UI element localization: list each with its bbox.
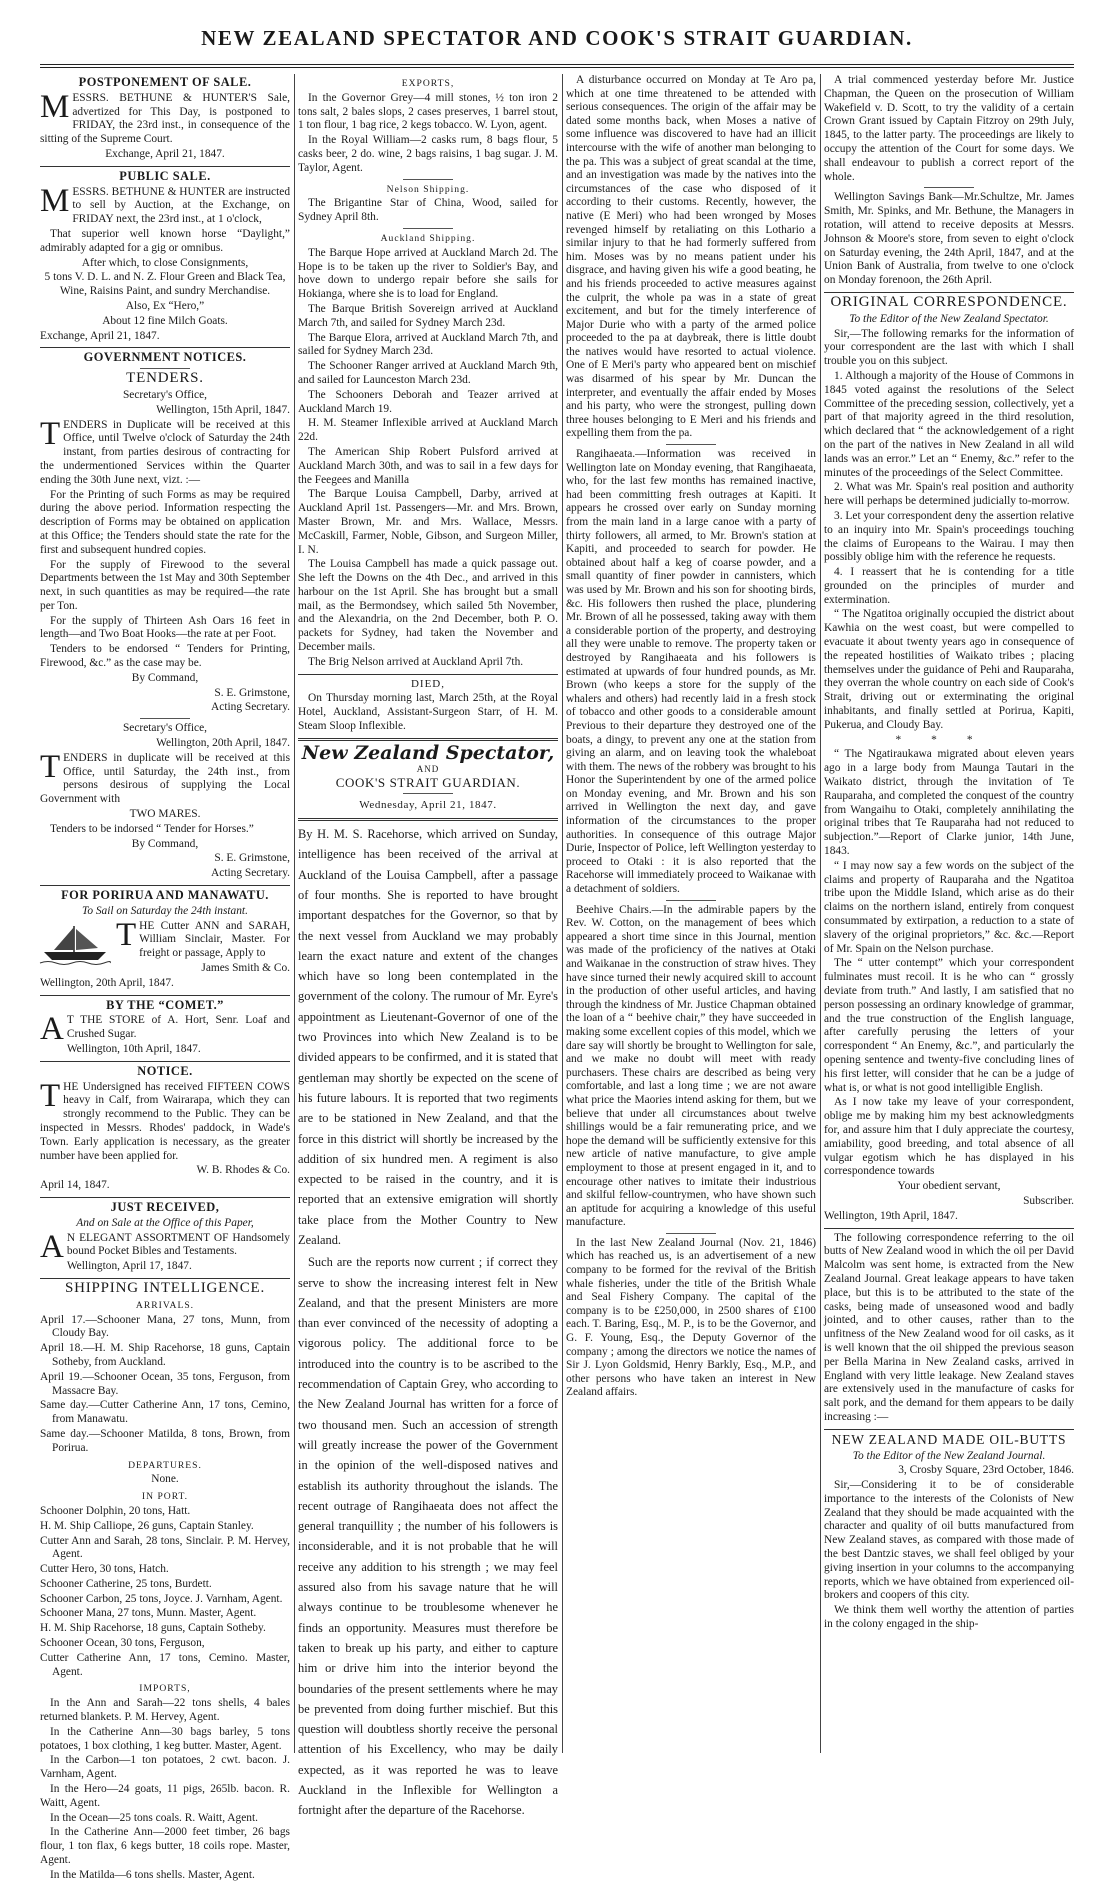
ad-date: Wellington, April 17, 1847. — [66, 1260, 192, 1273]
notice-heading: TENDERS. — [126, 370, 204, 387]
divider — [298, 674, 558, 675]
notice-role: Acting Secretary. — [211, 867, 290, 880]
import-entry: In the Ocean—25 tons coals. R. Waitt, Agent. — [50, 1811, 258, 1824]
section-heading: GOVERNMENT NOTICES. — [83, 350, 247, 365]
import-entry: In the Catherine Ann—30 bags barley, 5 tons potatoes, 1 box clothing, 1 keg butter. Master, Agent. — [40, 1725, 290, 1752]
letter-addressee: To the Editor of the New Zealand Spectator. — [849, 312, 1049, 325]
drop-cap: T — [40, 1077, 61, 1114]
letter-addressee: To the Editor of the New Zealand Journal. — [852, 1449, 1046, 1462]
divider — [40, 995, 290, 996]
drop-cap: M — [40, 88, 70, 125]
drop-cap: A — [40, 1011, 64, 1048]
column-3 — [566, 74, 816, 1753]
notice-role: Acting Secretary. — [211, 701, 290, 714]
notice-body — [40, 748, 290, 807]
ad-subheading: To Sail on Saturday the 24th instant. — [82, 904, 248, 917]
letter-paragraph: Sir,—The following remarks for the information of your correspondent are the last with which I shall trouble you on this subject. — [824, 327, 1074, 368]
ad-text: HE Undersigned has received FIFTEEN COWS heavy in Calf, from Wairarapa, which they can strongly recommend to the Public. They can be inspected in Messrs. Rhodes' paddock, in Wade's Town. Early application is necessary, as the greater number have been applied for. — [40, 1080, 290, 1162]
ad-text: About 12 fine Milch Goats. — [102, 314, 228, 327]
ad-signature: W. B. Rhodes & Co. — [196, 1164, 290, 1177]
shipping-entry: The American Ship Robert Pulsford arrived at Auckland March 30th, and was to sail in a few days for the Feegees and Manilla — [298, 445, 558, 486]
ad-text: ESSRS. BETHUNE & HUNTER are instructed to sell by Auction, at the Exchange, on FRIDAY next, the 23rd inst., at 1 o'clock, — [72, 185, 291, 226]
subsection-heading: EXPORTS, — [401, 78, 455, 89]
ad-text: ESSRS. BETHUNE & HUNTER'S Sale, advertized for This Day, is postponed to FRIDAY, the 23rd inst., in consequence of the sitting of the Supreme Court. — [40, 91, 290, 146]
ad-text: 5 tons V. D. L. and N. Z. Flour Green and Black Tea, Wine, Raisins Paint, and sundry Merchandise. — [44, 271, 286, 298]
divider — [666, 444, 716, 445]
column-divider — [562, 74, 563, 1753]
editorial — [298, 824, 558, 1821]
import-entry: In the Carbon—1 ton potatoes, 2 cwt. bacon. J. Varnham, Agent. — [40, 1754, 290, 1781]
divider — [666, 1233, 716, 1234]
letter-paragraph: We think them well worthy the attention of parties in the colony engaged in the ship- — [824, 1604, 1074, 1631]
notice-dateline: Wellington, 20th April, 1847. — [156, 737, 290, 750]
section-heading: NEW ZEALAND MADE OIL-BUTTS — [831, 1431, 1067, 1447]
import-entry: In the Matilda—6 tons shells. Master, Agent. — [50, 1868, 255, 1881]
shipping-entry: The Barque Louisa Campbell, Darby, arrived at Auckland April 1st. Passengers—Mr. and Mrs. Brown, Master Brown, Mr. and Mrs. Wallace, Messrs. McCaskill, Farmer, Noble, Gibson, and Surgeon Miller, I. N. — [298, 488, 558, 556]
import-entry: In the Catherine Ann—2000 feet timber, 26 bags flour, 1 ton flax, 6 kegs butter, 18 coils rope. Master, Agent. — [40, 1826, 290, 1867]
notice-text: Tenders to be endorsed “ Tenders for Printing, Firewood, &c.” as the case may be. — [40, 643, 290, 670]
ad-body — [40, 182, 291, 227]
notice-signature: S. E. Grimstone, — [214, 686, 290, 699]
notice-item: TWO MARES. — [129, 808, 201, 821]
notice-command: By Command, — [131, 671, 199, 684]
column-divider — [820, 74, 821, 1753]
letter-paragraph: The “ utter contempt” which your correspondent fulminates must recoil. It is he who can “ grossly deviate from truth.” And lastly, I am satisfied that no person possessing an ordinary knowledge of grammar, and the true construction of the English language, after carefully perusing the letters of your correspondent “ An Enemy, &c.”, and particularly the opening sentence and twenty-five concluding lines of his first letter, will consider that he can be a judge of what is, or what is not good intelligible English. — [824, 957, 1074, 1094]
letter-paragraph: 2. What was Mr. Spain's real position and authority here will perhaps be determined judicially to-morrow. — [824, 481, 1074, 508]
ad-heading: FOR PORIRUA AND MANAWATU. — [61, 888, 269, 903]
subsection-heading: Nelson Shipping. — [386, 183, 470, 195]
editorial-paragraph: Such are the reports now current ; if correct they serve to show the increasing interest felt in New Zealand, and that the present Ministers are more than ever convinced of the necessity of adopting a vigorous policy. The additional force to be introduced into the country is to be ascribed to the recommendation of Captain Grey, who according to the New Zealand Journal has written for a force of two thousand men. Such an accession of strength will greatly increase the power of the Government in the opinion of the well-disposed natives and establish its authority throughout the islands. The recent outrage of Rangihaeata does not affect the general tranquillity ; the number of his followers is inconsiderable, and it is not probable that he will receive any addition to his strength ; we may feel assured also from his savage nature that he will always continue to be troublesome whenever he finds an opportunity. Measures must therefore be taken to break up his party, and either to capture him or drive him into the interior beyond the boundaries of the present settlements where he may be prevented from doing further mischief. But this question will doubtless shortly receive the personal attention of his Excellency, who may be daily expected, as it was reported he was to leave Auckland in the Inflexible for Wellington a fortnight after the departure of the Racehorse. — [298, 1255, 558, 1818]
ad-date: Wellington, 10th April, 1847. — [66, 1043, 201, 1055]
ad-text: HE Cutter ANN and SARAH, William Sinclair, Master. For freight or passage, Apply to — [139, 919, 290, 960]
divider — [924, 187, 974, 188]
ad-body — [40, 1228, 290, 1265]
notice-command: By Command, — [131, 837, 199, 850]
ad-date: Wellington, 20th April, 1847. — [40, 976, 174, 989]
paper-subtitle: COOK'S STRAIT GUARDIAN. — [335, 775, 521, 791]
divider — [140, 718, 190, 719]
ad-date: Exchange, April 21, 1847. — [105, 147, 225, 160]
ad-text: T THE STORE of A. Hort, Senr. Loaf and Crushed Sugar. — [66, 1014, 290, 1041]
divider — [40, 885, 290, 886]
letter-signature: Subscriber. — [1023, 1194, 1074, 1207]
ad-body — [40, 1011, 290, 1048]
editorial-paragraph: By H. M. S. Racehorse, which arrived on Sunday, intelligence has been received of the arrival at Auckland of the Louisa Campbell, after a passage of four months. She is reported to have brought important despatches for the Governor, so that by the next vessel from Auckland we may probably learn the exact nature and extent of the changes which have so long been contemplated in the government of the colony. The rumour of Mr. Eyre's appointment as Lieutenant-Governor of one of the two Provinces into which New Zealand is to be divided appears to be confirmed, and it is stated that gentleman may shortly be expected on the scene of his future labours. It is reported that two regiments are to be stationed in New Zealand, and that the force in this district will shortly be increased by the addition of six hundred men. A regiment is also expected to be raised in the country, and it is reported that an extensive emigration will shortly take place from the Mother Country to New Zealand. — [298, 827, 558, 1247]
notice-office: Secretary's Office, — [122, 388, 208, 401]
column-2 — [298, 74, 558, 1818]
paper-title-and: AND — [416, 763, 440, 774]
inport-entry: Schooner Carbon, 25 tons, Joyce. J. Varnham, Agent. — [40, 1592, 283, 1605]
divider — [824, 1228, 1074, 1229]
news-paragraph: The following correspondence referring to the oil butts of New Zealand wood in which the oil per David Malcolm was sent home, is extracted from the New Zealand Journal. Great leakage appears to have taken place, but this is to be attributed to the state of the casks, being made of unseasoned wood and badly jointed, and to other causes, rather than to the unfitness of the New Zealand wood for oil casks, as it is well known that the oil shipped the previous season per Bella Marina in New Zealand casks, arrived in England with very little leakage. New Zealand staves are extensively used in the manufacture of casks for salt pork, and the demand for them appears to be daily increasing :— — [824, 1231, 1074, 1423]
ad-text: N ELEGANT ASSORTMENT OF Handsomely bound Pocket Bibles and Testaments. — [66, 1231, 290, 1258]
divider — [403, 228, 453, 229]
inport-entry: Schooner Catherine, 25 tons, Burdett. — [40, 1577, 212, 1590]
shipping-entry: The Brigantine Star of China, Wood, sailed for Sydney April 8th. — [298, 197, 558, 224]
arrival-entry: Same day.—Schooner Matilda, 8 tons, Brown, from Porirua. — [40, 1427, 290, 1454]
inport-entry: Schooner Ocean, 30 tons, Ferguson, — [40, 1637, 205, 1650]
letter-date: Wellington, 19th April, 1847. — [824, 1209, 958, 1222]
drop-cap: T — [40, 415, 61, 452]
divider — [40, 347, 290, 348]
subsection-heading: IMPORTS, — [139, 1683, 191, 1695]
letter-paragraph: As I now take my leave of your correspondent, oblige me by making him my best acknowledgments for, and assure him that I duly appreciate the courtesy, amiability, good breeding, and total absence of all vulgar egotism which he has displayed in his correspondence towards — [824, 1096, 1074, 1178]
masthead-rule-2 — [40, 67, 1074, 68]
inport-entry: Cutter Hero, 30 tons, Hatch. — [40, 1563, 169, 1576]
inport-entry: Schooner Dolphin, 20 tons, Hatt. — [40, 1504, 191, 1517]
import-entry: In the Ann and Sarah—22 tons shells, 4 bales returned blankets. P. M. Hervey, Agent. — [40, 1697, 290, 1724]
column-4 — [824, 74, 1074, 1753]
divider — [298, 818, 558, 821]
divider — [40, 166, 290, 167]
letter-paragraph: “ The Ngatitoa originally occupied the district about Kawhia on the west coast, but were compelled to evacuate it about twenty years ago in consequence of the repeated hostilities of Waikato tribes ; placing themselves under the guidance of Pehi and Rauparaha, they overran the whole country on each side of Cook's Strait, driving out or exterminating the original inhabitants, and finally settled at Porirua, Kapiti, Pukerua, and Cloudy Bay. — [824, 608, 1074, 731]
letter-address: 3, Crosby Square, 23rd October, 1846. — [898, 1464, 1074, 1477]
ad-heading: POSTPONEMENT OF SALE. — [78, 75, 252, 89]
shipping-entry: The Schooner Ranger arrived at Auckland March 9th, and sailed for Launceston March 23d. — [298, 360, 558, 386]
letter-close: Your obedient servant, — [897, 1180, 1001, 1193]
letter-paragraph: 3. Let your correspondent deny the assertion relative to an inquiry into Mr. Spain's proceedings touching the claims of Europeans to the Wairau. I may then possibly oblige him with the reference he requests. — [824, 509, 1074, 564]
divider — [666, 900, 716, 901]
departure-entry: None. — [151, 1473, 179, 1486]
inport-entry: Cutter Catherine Ann, 17 tons, Cemino. Master, Agent. — [40, 1651, 290, 1678]
shipping-entry: The Schooners Deborah and Teazer arrived at Auckland March 19. — [298, 388, 558, 415]
subsection-heading: DIED, — [410, 677, 446, 690]
ad-date: April 14, 1847. — [40, 1179, 110, 1192]
paper-title: New Zealand Spectator, — [301, 741, 555, 764]
sailing-ship-icon — [40, 922, 110, 966]
shipping-entry: The Brig Nelson arrived at Auckland April 7th. — [308, 655, 524, 668]
arrival-entry: April 17.—Schooner Mana, 27 tons, Munn, from Cloudy Bay. — [40, 1313, 290, 1340]
issue-date: Wednesday, April 21, 1847. — [359, 799, 497, 812]
notice-text: Tenders to be indorsed “ Tender for Horses.” — [50, 822, 254, 835]
notice-body — [40, 415, 290, 488]
ad-agent: James Smith & Co. — [201, 962, 290, 975]
news-paragraph: Rangihaeata.—Information was received in Wellington late on Monday evening, that Rangihaeata, who, for the last few months has remained inactive, had been committing fresh outrages at Kapiti. It appears he crossed over early on Sunday morning from the main land in a large canoe with a party of thirty followers, all armed, to Mr. Brown's station at Kapiti, and proceeded to search for powder. He obtained about half a keg of coarse powder, and a small quantity of finer powder in cannisters, which was used by Mr. Brown and his son for shooting birds, &c. His followers then rushed the place, plundering Mr. Brown of all he possessed, taking away with them a considerable portion of the property, and destroying all they were unable to remove. The property taken or destroyed by Rangihaeata and his followers is estimated at upwards of four hundred pounds, as Mr. Brown (who keeps a store for the supply of the whalers and others) had recently laid in a fresh stock of tobacco and other goods to a considerable amount Previous to their departure they destroyed one of the boats, a dingy, to prevent any one at the station from giving an alarm, and on leaving took the whaleboat with them. The news of the robbery was brought to his Honor the Superintendent by one of the armed police on Monday evening, and Mr. Brown and his son arrived in Wellington the next day, and gave information of the circumstances to the proper authorities. In consequence of this outrage Major Durie, Inspector of Police, left Wellington yesterday to proceed to Otaki : it is also reported that the Racehorse will immediately proceed to Waikanae with a detachment of soldiers. — [566, 448, 816, 896]
subsection-heading: Auckland Shipping. — [380, 232, 476, 244]
shipping-entry: The Barque British Sovereign arrived at Auckland March 7th, and sailed for Sydney March 23d. — [298, 302, 558, 329]
shipping-entry: The Barque Elora, arrived at Auckland March 7th, and sailed for Sydney March 23d. — [298, 331, 558, 358]
notice-text: For the supply of Firewood to the several Departments between the 1st May and 30th September next, in such quantities as may be required—the rate per Ton. — [40, 558, 290, 612]
shipping-entry: H. M. Steamer Inflexible arrived at Auckland March 22d. — [298, 417, 558, 444]
masthead-title: NEW ZEALAND SPECTATOR AND COOK'S STRAIT GUARDIAN. — [201, 26, 913, 50]
drop-cap: M — [40, 182, 70, 219]
divider — [140, 368, 190, 369]
ad-body — [40, 88, 290, 147]
divider — [40, 1278, 290, 1279]
inport-entry: H. M. Ship Calliope, 26 guns, Captain Stanley. — [40, 1519, 254, 1532]
news-paragraph: Beehive Chairs.—In the admirable papers by the Rev. W. Cotton, on the management of bees which appeared a short time since in this Journal, mention was made of the proficiency of the natives at Otaki and Waikanae in the construction of straw hives. They have since turned their newly acquired skill to account in the production of other useful articles, and having through the kindness of Mr. Justice Chapman obtained the loan of a “ beehive chair,” they have succeeded in making some excellent copies of this model, which we dare say will shortly be brought to Wellington for sale, and we make no doubt will meet with ready purchasers. These chairs are described as being very comfortable, and last a long time ; we are not aware what price the Maories intend asking for them, but we believe that under all circumstances about twelve shillings would be a fair remunerating price, and we hope the demand will be sufficiently extensive for this new article of native manufacture, to give ample employment to those at present engaged in it, and to encourage other natives to imitate their industrious and skilful fellow-countrymen, who have shown such an aptitude for acquiring a knowledge of this useful manufacture. — [566, 903, 816, 1229]
column-divider — [294, 74, 295, 1753]
subsection-heading: IN PORT. — [141, 1491, 189, 1503]
letter-paragraph: Sir,—Considering it to be of considerable importance to the interests of the Colonists of New Zealand that they should be made acquainted with the character and quality of oil butts manufactured from New Zealand staves, as compared with those made of the best Dantzic staves, we shall feel obliged by your giving insertion in your columns to the accompanying reports, which we have obtained from experienced oil-brokers and coopers of this city. — [824, 1479, 1074, 1602]
notice-dateline: Wellington, 15th April, 1847. — [156, 403, 290, 416]
section-heading: ORIGINAL CORRESPONDENCE. — [830, 293, 1068, 310]
letter-paragraph: 4. I reassert that he is contending for a title grounded on the principles of murder and extermination. — [824, 566, 1074, 606]
ad-text: Also, Ex “Hero,” — [125, 299, 205, 312]
export-entry: In the Governor Grey—4 mill stones, ½ ton iron 2 tons salt, 2 bales slops, 2 cases preserves, 1 barrel stout, 1 ton flour, 1 bag rice, 2 kegs tobacco. W. Lyon, agent. — [298, 91, 558, 132]
ad-heading: JUST RECEIVED, — [110, 1199, 220, 1214]
notice-text: For the Printing of such Forms as may be required during the above period. Information respecting the description of Forms may be obtained on application at this Office; the Tenders should state the rate for the first and subsequent hundred copies. — [40, 488, 290, 556]
ad-subheading: And on Sale at the Office of this Paper, — [76, 1216, 254, 1229]
news-paragraph: A trial commenced yesterday before Mr. Justice Chapman, the Queen on the prosecution of William Wakefield v. D. Scott, to try the validity of a certain Crown Grant issued by Captain Fitzroy on 29th July, 1845, to the latter party. The proceedings are likely to occupy the attention of the Court for some days. We shall endeavour to publish a correct report of the whole. — [824, 74, 1074, 183]
notice-text: For the supply of Thirteen Ash Oars 16 feet in length—and Two Boat Hooks—the rate at per Foot. — [40, 614, 290, 641]
ad-body — [40, 916, 290, 961]
ad-heading: BY THE “COMET.” — [106, 997, 224, 1012]
letter-paragraph: “ I may now say a few words on the subject of the claims and property of Rauparaha and the Ngatitoa tribe upon the Middle Island, which arise as do their claims on the northern island, entirely from conquest consummated by extirpation, a reduction to a state of slavery of the original proprietors,” &c. &c.—Report of Mr. Spain on the Nelson purchase. — [824, 859, 1074, 955]
ad-date: Exchange, April 21, 1847. — [40, 329, 160, 342]
arrival-entry: April 18.—H. M. Ship Racehorse, 18 guns, Captain Sotheby, from Auckland. — [40, 1342, 290, 1368]
drop-cap: T — [116, 916, 137, 953]
obituary-text: On Thursday morning last, March 25th, at the Royal Hotel, Auckland, Assistant-Surgeon Starr, of H. M. Steam Sloop Inflexible. — [298, 692, 558, 733]
notice-signature: S. E. Grimstone, — [214, 852, 290, 865]
divider — [824, 1429, 1074, 1430]
shipping-entry: The Barque Hope arrived at Auckland March 2d. The Hope is to be taken up the river to Soldier's Bay, and hove down to undergo repair before she sails for Hokianga, where she is to load for England. — [298, 246, 558, 301]
letter-paragraph: 1. Although a majority of the House of Commons in 1845 voted against the resolutions of the Select Committee of the preceding session, collectively, yet a part of that majority agreed in the third resolution, which declared that “ the acknowledgement of a right on the part of the natives in New Zealand in all wild lands was an error.” Let an “ Enemy, &c.” refer to the minutes of the proceedings of the Select Committee. — [824, 369, 1074, 479]
notice-text: ENDERS in Duplicate will be received at this Office, until Twelve o'clock of Saturday the 24th instant, from parties desirous of contracting for the undermentioned Services within the Quarter ending the 30th June next, vizt. :— — [40, 418, 290, 486]
news-paragraph: In the last New Zealand Journal (Nov. 21, 1846) which has reached us, is an advertisement of a new company to be formed for the revival of the British whale fisheries, under the title of the British Whale and Seal Fishery Company. The capital of the company is to be £250,000, in 2500 shares of £100 each. T. Baring, Esq., M. P., is to be the Governor, and G. F. Young, Esq., the Deputy Governor of the company ; among the directors we notice the names of Sir J. Lyon Goldsmid, Henry Barkly, Esq., M.P., and other persons who have taken an interest in New Zealand affairs. — [566, 1236, 816, 1399]
divider — [40, 1061, 290, 1062]
drop-cap: A — [40, 1228, 64, 1265]
masthead-rule — [40, 64, 1074, 65]
arrival-entry: April 19.—Schooner Ocean, 35 tons, Ferguson, from Massacre Bay. — [40, 1370, 290, 1397]
column-1 — [40, 74, 291, 1881]
drop-cap: T — [40, 748, 61, 785]
export-entry: In the Royal William—2 casks rum, 8 bags flour, 5 casks beer, 2 do. wine, 2 bags raisins, 1 bag sugar. J. M. Taylor, Agent. — [298, 134, 558, 174]
divider — [403, 179, 453, 180]
divider — [403, 793, 453, 794]
ad-heading: NOTICE. — [137, 1063, 193, 1078]
inport-entry: Schooner Mana, 27 tons, Munn. Master, Agent. — [40, 1607, 257, 1620]
ad-text: That superior well known horse “Daylight,” admirably adapted for a gig or omnibus. — [40, 227, 290, 254]
divider — [298, 738, 558, 741]
section-heading: SHIPPING INTELLIGENCE. — [64, 1279, 266, 1296]
ad-text: After which, to close Consignments, — [81, 256, 249, 269]
news-paragraph: Wellington Savings Bank—Mr.Schultze, Mr. James Smith, Mr. Spinks, and Mr. Bethune, the Managers in rotation, will attend to receive deposits at Messrs. Johnson & Moore's store, from seven to eight o'clock on Saturday evening, the 24th April, 1847, and at the Union Bank of Australia, from twelve to one o'clock on Monday forenoon, the 26th April. — [824, 191, 1074, 287]
letter-paragraph: “ The Ngatiraukawa migrated about eleven years ago in a large body from Maunga Tautari in the Waikato district, through the invitation of Te Rauparaha, and completed the conquest of the country from Wangaihu to Otaki, completely annihilating the original tribes that Te Rauparaha had not reduced to subjection.”—Report of Clarke junior, 14th June, 1843. — [824, 748, 1074, 858]
arrival-entry: Same day.—Cutter Catherine Ann, 17 tons, Cemino, from Manawatu. — [40, 1399, 290, 1426]
subsection-heading: DEPARTURES. — [128, 1459, 202, 1471]
ad-body — [40, 1077, 290, 1164]
divider — [40, 1197, 290, 1198]
notice-text: ENDERS in duplicate will be received at this Office, until Saturday, the 24th inst., from persons desirous of supplying the Local Government with — [40, 751, 290, 806]
news-paragraph: A disturbance occurred on Monday at Te Aro pa, which at one time threatened to be attended with serious consequences. The origin of the affair may be dated some months back, when Moses a native of some influence was discovered to have had an illicit intercourse with the wife of another man belonging to the pa. This was a subject of great scandal at the time, and an investigation was made by the natives into the circumstances of the case who disposed of it according to their customs. Recently, however, the native (E Meri) who had been wronged by Moses revenged himself by retaliating on this Lothario a similar injury to that he had formerly suffered from him. Moses was by no means patient under his disgrace, and having given his wife a good beating, he and his friends proceeded to active measures against the culprit, the whole pa was in a state of great excitement, and but for the timely interference of Major Durie who with a party of the armed police proceeded to the pa at daybreak, there is little doubt the natives would have resorted to actual violence. One of E Meri's party who appeared bent on mischief was disarmed of his spear by Mr. Duncan the interpreter, and eventually the affair ended by Moses and his party, who were the strongest, pulling down three houses belonging to E Meri and his friends and expelling them from the pa. — [566, 74, 816, 440]
inport-entry: Cutter Ann and Sarah, 28 tons, Sinclair. P. M. Hervey, Agent. — [40, 1534, 290, 1561]
ad-heading: PUBLIC SALE. — [119, 168, 211, 183]
inport-entry: H. M. Ship Racehorse, 18 guns, Captain Sotheby. — [40, 1622, 266, 1635]
subsection-heading: ARRIVALS. — [135, 1299, 195, 1311]
notice-office: Secretary's Office, — [122, 722, 208, 735]
section-break: *** — [895, 733, 1003, 746]
import-entry: In the Hero—24 goats, 11 pigs, 265lb. bacon. R. Waitt, Agent. — [40, 1783, 290, 1809]
divider — [824, 292, 1074, 293]
shipping-entry: The Louisa Campbell has made a quick passage out. She left the Downs on the 4th Dec., and arrived in this harbour on the 1st April. She has brought but a small mail, as the Bermondsey, which sailed 5th November, and the Alexandria, on the 2nd December, both P. O. packets for Sydney, had taken the November and December mails. — [298, 558, 558, 654]
